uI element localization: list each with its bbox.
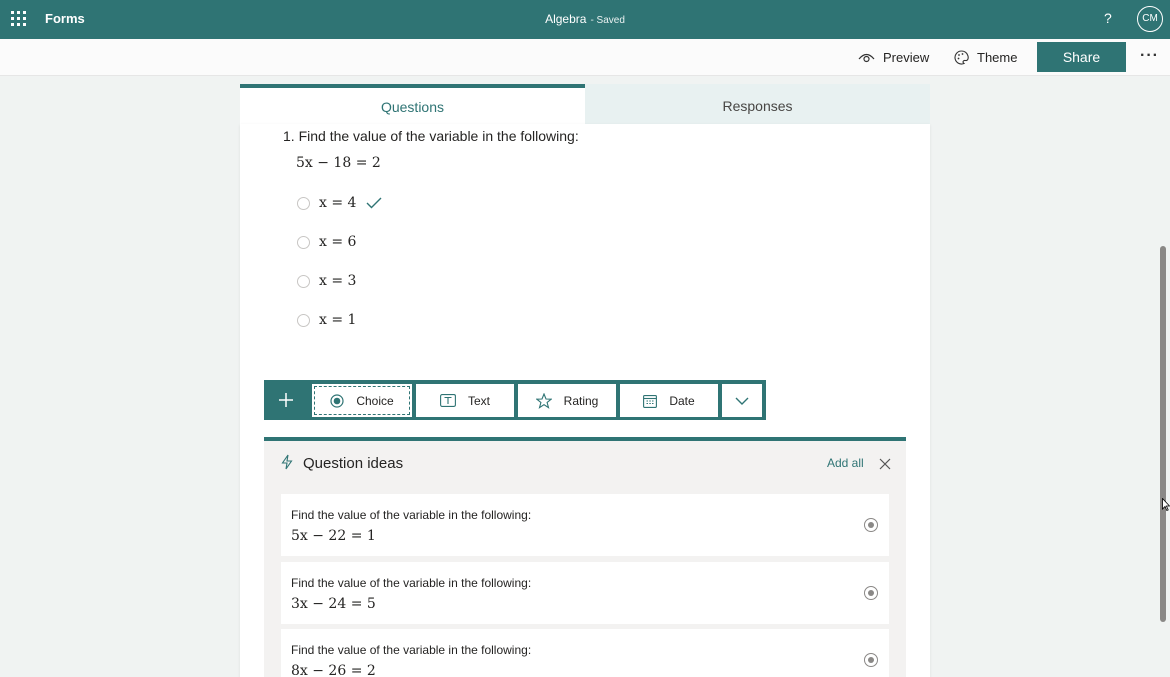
mouse-cursor-icon bbox=[1162, 498, 1170, 512]
idea-select-radio[interactable] bbox=[864, 518, 878, 532]
question-ideas-title: Question ideas bbox=[303, 455, 404, 472]
idea-equation: 5x − 22 = 1 bbox=[291, 528, 376, 544]
idea-question-text: Find the value of the variable in the following: bbox=[291, 576, 532, 590]
document-title-text[interactable]: Algebra bbox=[545, 12, 587, 26]
radio-button[interactable] bbox=[297, 275, 310, 288]
question-idea-card[interactable] bbox=[281, 562, 889, 624]
question-idea-card[interactable] bbox=[281, 494, 889, 556]
tab-questions[interactable]: Questions bbox=[240, 84, 585, 124]
theme-button[interactable] bbox=[954, 50, 1017, 65]
text-box-icon bbox=[440, 394, 456, 407]
idea-equation: 3x − 24 = 5 bbox=[291, 596, 376, 612]
idea-question-text: Find the value of the variable in the following: bbox=[291, 508, 532, 522]
option-text: x = 6 bbox=[319, 234, 357, 250]
option-text: x = 3 bbox=[319, 273, 357, 289]
text-label: Text bbox=[467, 393, 490, 408]
more-question-types-button[interactable] bbox=[722, 384, 762, 417]
question-equation: 5x − 18 = 2 bbox=[296, 155, 381, 171]
document-title bbox=[0, 12, 1170, 26]
plus-icon bbox=[264, 380, 309, 420]
idea-equation: 8x − 26 = 2 bbox=[291, 663, 376, 677]
app-name[interactable]: Forms bbox=[45, 11, 85, 26]
radio-button[interactable] bbox=[297, 314, 310, 327]
idea-select-radio[interactable] bbox=[864, 586, 878, 600]
add-date-button[interactable] bbox=[620, 384, 718, 417]
close-icon[interactable] bbox=[879, 458, 891, 470]
answer-option[interactable] bbox=[297, 272, 356, 290]
theme-label: Theme bbox=[977, 50, 1018, 65]
answer-option[interactable] bbox=[297, 233, 356, 251]
question-title[interactable]: 1. Find the value of the variable in the following: bbox=[283, 128, 579, 144]
idea-question-text: Find the value of the variable in the following: bbox=[291, 643, 532, 657]
checkmark-icon bbox=[366, 197, 382, 209]
more-options-icon[interactable]: ··· bbox=[1140, 47, 1159, 64]
avatar[interactable]: CM bbox=[1137, 6, 1163, 32]
palette-icon bbox=[954, 50, 969, 65]
calendar-icon bbox=[643, 394, 657, 408]
choice-label: Choice bbox=[356, 393, 394, 408]
question-idea-card[interactable] bbox=[281, 629, 889, 677]
option-text: x = 1 bbox=[319, 312, 357, 328]
help-icon[interactable]: ? bbox=[1104, 10, 1112, 26]
add-rating-button[interactable] bbox=[518, 384, 616, 417]
idea-select-radio[interactable] bbox=[864, 653, 878, 667]
add-text-button[interactable] bbox=[416, 384, 514, 417]
add-choice-button[interactable] bbox=[312, 384, 412, 417]
radio-choice-icon bbox=[330, 394, 344, 408]
save-status: - Saved bbox=[590, 15, 625, 26]
answer-option[interactable] bbox=[297, 194, 382, 212]
answer-option[interactable] bbox=[297, 311, 356, 329]
add-all-link[interactable]: Add all bbox=[827, 456, 864, 470]
add-question-button[interactable] bbox=[264, 380, 309, 420]
eye-icon bbox=[858, 52, 875, 64]
tab-responses[interactable]: Responses bbox=[585, 84, 930, 124]
radio-button[interactable] bbox=[297, 236, 310, 249]
scrollbar-thumb[interactable] bbox=[1160, 246, 1166, 622]
date-label: Date bbox=[669, 393, 695, 408]
command-bar bbox=[0, 39, 1170, 76]
preview-label: Preview bbox=[883, 50, 930, 65]
lightning-icon bbox=[281, 454, 293, 470]
tab-bar bbox=[240, 84, 930, 124]
radio-button[interactable] bbox=[297, 197, 310, 210]
chevron-down-icon bbox=[735, 397, 749, 405]
share-button[interactable]: Share bbox=[1037, 42, 1126, 72]
option-text: x = 4 bbox=[319, 195, 357, 211]
preview-button[interactable] bbox=[858, 50, 929, 65]
insert-question-toolbar bbox=[264, 380, 766, 420]
rating-label: Rating bbox=[563, 393, 599, 408]
app-bar bbox=[0, 0, 1170, 39]
star-icon bbox=[536, 393, 552, 409]
